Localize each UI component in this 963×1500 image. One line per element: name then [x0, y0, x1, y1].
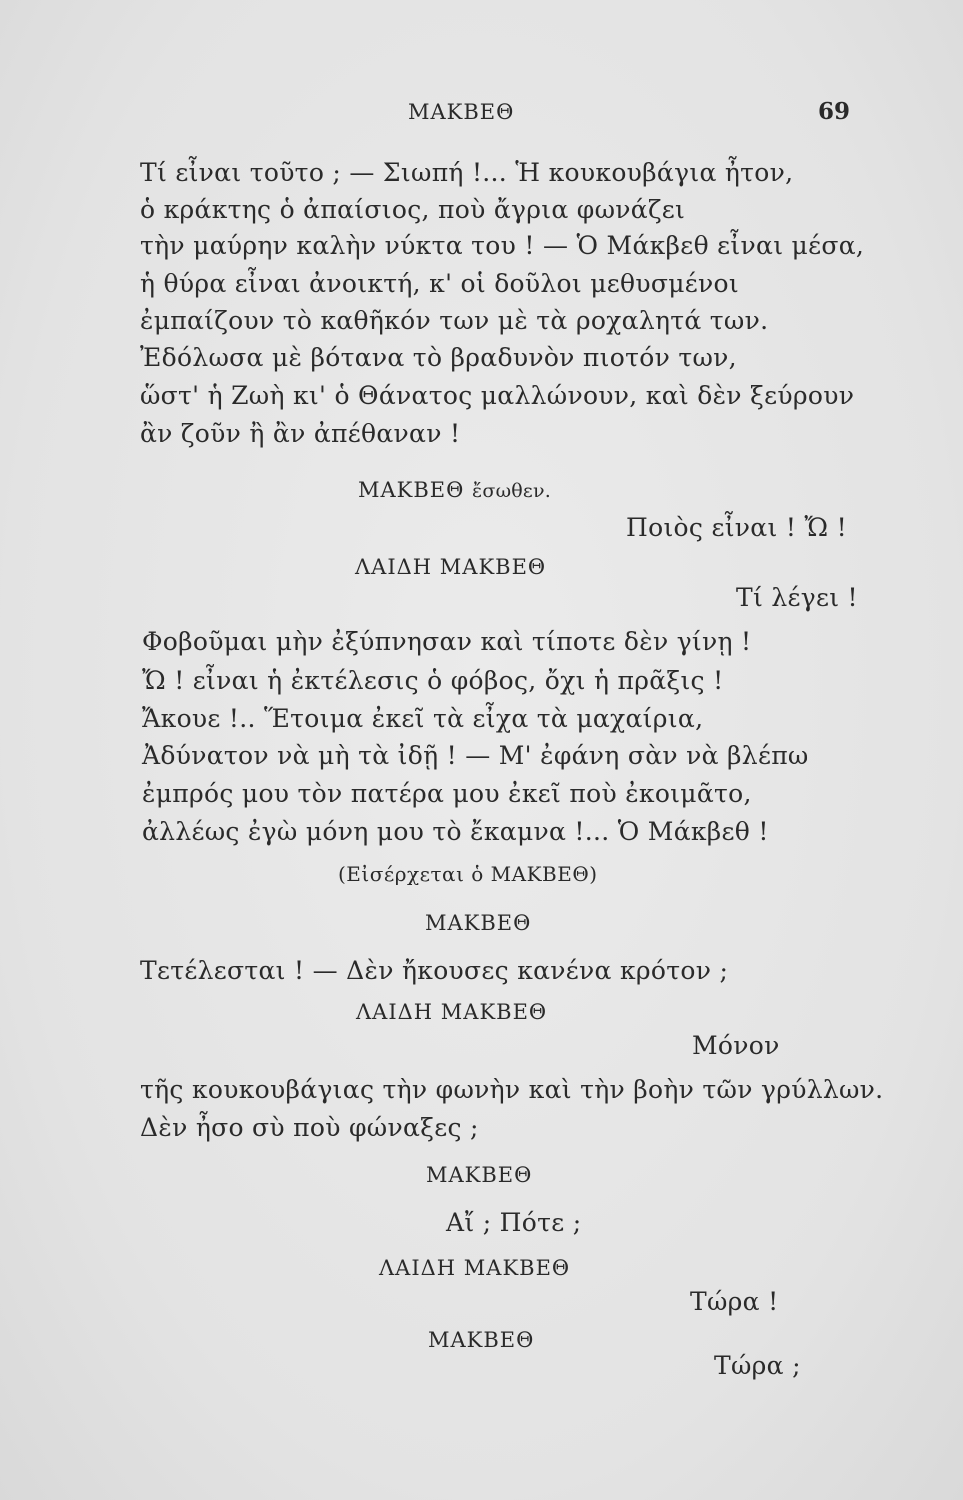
speaker-heading-macbeth-within — [358, 478, 551, 502]
verse-line: Τώρα ! — [690, 1287, 779, 1316]
page-number: 69 — [818, 98, 851, 125]
verse-line: ὁ κράκτης ὁ ἀπαίσιος, ποὺ ἄγρια φωνάζει — [140, 195, 686, 224]
verse-line: ἂν ζοῦν ἢ ἂν ἀπέθαναν ! — [140, 419, 461, 448]
verse-line: Ἄκουε !.. Ἕτοιμα ἐκεῖ τὰ εἶχα τὰ μαχαίρια, — [142, 704, 704, 733]
running-head-title: ΜΑΚΒΕΘ — [408, 100, 515, 124]
speaker-note: ἔσωθεν. — [472, 480, 551, 502]
verse-line: ἡ θύρα εἶναι ἀνοικτή, κ' οἱ δοῦλοι μεθυσμένοι — [140, 269, 739, 298]
verse-line: Φοβοῦμαι μὴν ἐξύπνησαν καὶ τίποτε δὲν γίνῃ ! — [142, 627, 752, 656]
verse-line: ἀλλέως ἐγὼ μόνη μου τὸ ἔκαμνα !... Ὁ Μάκβεθ ! — [142, 817, 769, 846]
verse-line: τὴν μαύρην καλὴν νύκτα του ! — Ὁ Μάκβεθ εἶναι μέσα, — [140, 231, 865, 260]
verse-line: Ὤ ! εἶναι ἡ ἐκτέλεσις ὁ φόβος, ὄχι ἡ πρᾶξις ! — [142, 666, 724, 695]
verse-line: Ἐδόλωσα μὲ βότανα τὸ βραδυνὸν πιοτόν των, — [140, 343, 737, 372]
verse-line: Τετέλεσται ! — Δὲν ἤκουσες κανένα κρότον ; — [140, 956, 729, 985]
speaker-heading-macbeth: ΜΑΚΒΕΘ — [428, 1328, 535, 1352]
speaker-heading-macbeth: ΜΑΚΒΕΘ — [426, 1163, 533, 1187]
verse-line: ἐμπαίζουν τὸ καθῆκόν των μὲ τὰ ροχαλητά των. — [140, 306, 769, 335]
verse-line: ὥστ' ἡ Ζωὴ κι' ὁ Θάνατος μαλλώνουν, καὶ δὲν ξεύρουν — [140, 381, 855, 410]
speaker-name: ΜΑΚΒΕΘ — [358, 478, 465, 502]
verse-line: Τί λέγει ! — [736, 583, 858, 612]
verse-line: τῆς κουκουβάγιας τὴν φωνὴν καὶ τὴν βοὴν τῶν γρύλλων. — [140, 1075, 884, 1104]
stage-direction: (Εἰσέρχεται ὁ ΜΑΚΒΕΘ) — [338, 862, 598, 886]
verse-line: Ποιὸς εἶναι ! Ὤ ! — [626, 513, 847, 542]
verse-line: Τώρα ; — [714, 1351, 801, 1380]
speaker-heading-lady-macbeth: ΛΑΙΔΗ ΜΑΚΒΕΘ — [355, 555, 547, 579]
verse-line: Τί εἶναι τοῦτο ; — Σιωπή !... Ἡ κουκουβάγια ἦτον, — [140, 158, 794, 187]
speaker-heading-lady-macbeth: ΛΑΙΔΗ ΜΑΚΒΕΘ — [379, 1256, 571, 1280]
verse-line: Αἴ ; Πότε ; — [446, 1208, 582, 1237]
verse-line: Μόνον — [692, 1031, 780, 1060]
verse-line: ἐμπρός μου τὸν πατέρα μου ἐκεῖ ποὺ ἐκοιμᾶτο, — [142, 779, 752, 808]
verse-line: Δὲν ἦσο σὺ ποὺ φώναξες ; — [140, 1113, 479, 1142]
verse-line: Ἀδύνατον νὰ μὴ τὰ ἰδῇ ! — Μ' ἐφάνη σὰν νὰ βλέπω — [142, 741, 809, 770]
speaker-heading-macbeth: ΜΑΚΒΕΘ — [425, 911, 532, 935]
speaker-heading-lady-macbeth: ΛΑΙΔΗ ΜΑΚΒΕΘ — [356, 1000, 548, 1024]
